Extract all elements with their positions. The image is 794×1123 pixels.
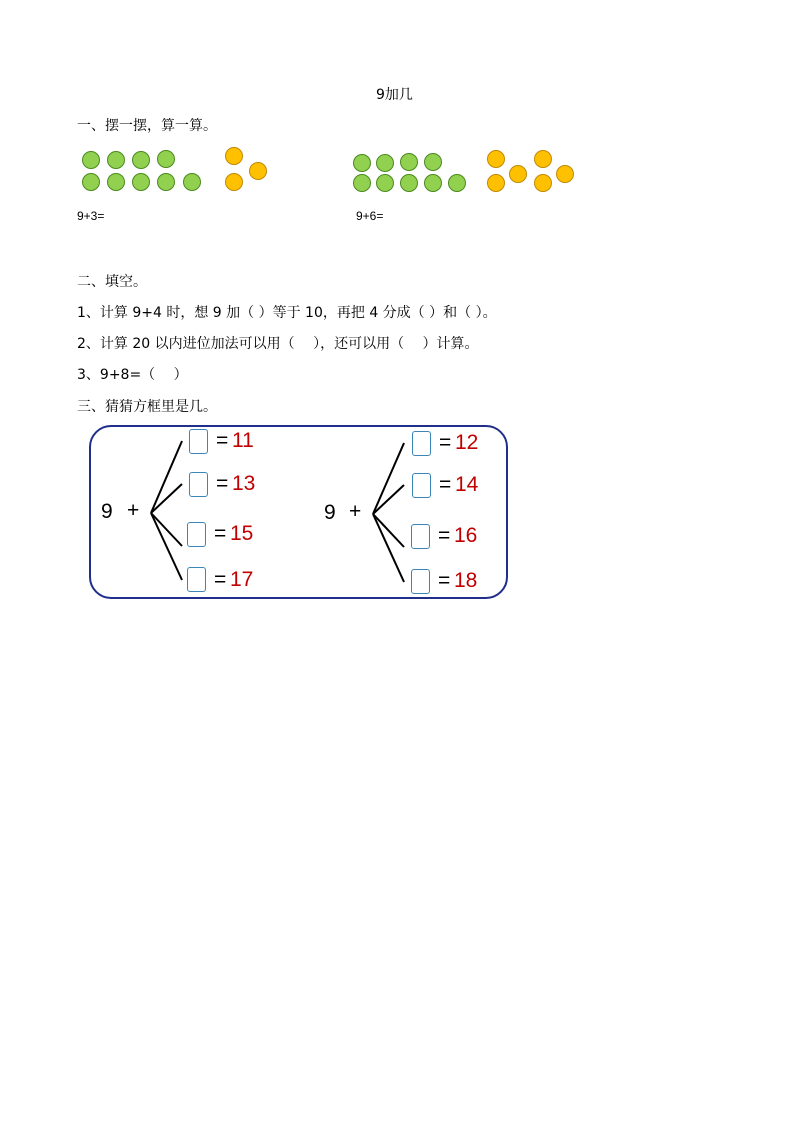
question-2: 2、计算 20 以内进位加法可以用（ ），还可以用（ ）计算。 — [77, 336, 479, 352]
equals-sign: = — [216, 429, 229, 452]
left-nine: 9 — [101, 500, 113, 523]
branch-line — [373, 443, 404, 514]
answer-box[interactable] — [412, 431, 431, 456]
equals-sign: = — [214, 568, 227, 591]
equals-sign: = — [216, 472, 229, 495]
left-plus: + — [127, 499, 140, 522]
right-nine: 9 — [324, 501, 336, 524]
section1-heading: 一、摆一摆，算一算。 — [77, 118, 217, 134]
result-value: 16 — [454, 524, 478, 547]
equation-2: 9+6= — [356, 209, 384, 223]
question-3: 3、9+8=（ ） — [77, 367, 188, 383]
equals-sign: = — [438, 569, 451, 592]
equals-sign: = — [439, 473, 452, 496]
result-value: 17 — [230, 568, 254, 591]
equals-sign: = — [439, 431, 452, 454]
page-title: 9加几 — [376, 87, 413, 103]
answer-box[interactable] — [187, 567, 206, 592]
section3-heading: 三、猜猜方框里是几。 — [77, 399, 217, 415]
answer-box[interactable] — [189, 472, 208, 497]
answer-box[interactable] — [412, 473, 431, 498]
answer-box[interactable] — [187, 522, 206, 547]
result-value: 15 — [230, 522, 254, 545]
branch-line — [151, 484, 182, 513]
question-1: 1、计算 9+4 时，想 9 加（ ）等于 10，再把 4 分成（ ）和（ ）。 — [77, 305, 497, 321]
result-value: 11 — [232, 429, 254, 452]
equals-sign: = — [438, 524, 451, 547]
equation-1: 9+3= — [77, 209, 105, 223]
answer-box[interactable] — [189, 429, 208, 454]
branch-line — [373, 514, 404, 547]
right-plus: + — [349, 500, 362, 523]
branch-line — [373, 485, 404, 514]
result-value: 18 — [454, 569, 478, 592]
result-value: 12 — [455, 431, 479, 454]
branch-line — [373, 514, 404, 582]
result-value: 13 — [232, 472, 256, 495]
branch-line — [151, 513, 182, 546]
branch-line — [151, 513, 182, 580]
result-value: 14 — [455, 473, 479, 496]
section2-heading: 二、填空。 — [77, 274, 147, 290]
answer-box[interactable] — [411, 524, 430, 549]
equals-sign: = — [214, 522, 227, 545]
branch-line — [151, 441, 182, 513]
answer-box[interactable] — [411, 569, 430, 594]
